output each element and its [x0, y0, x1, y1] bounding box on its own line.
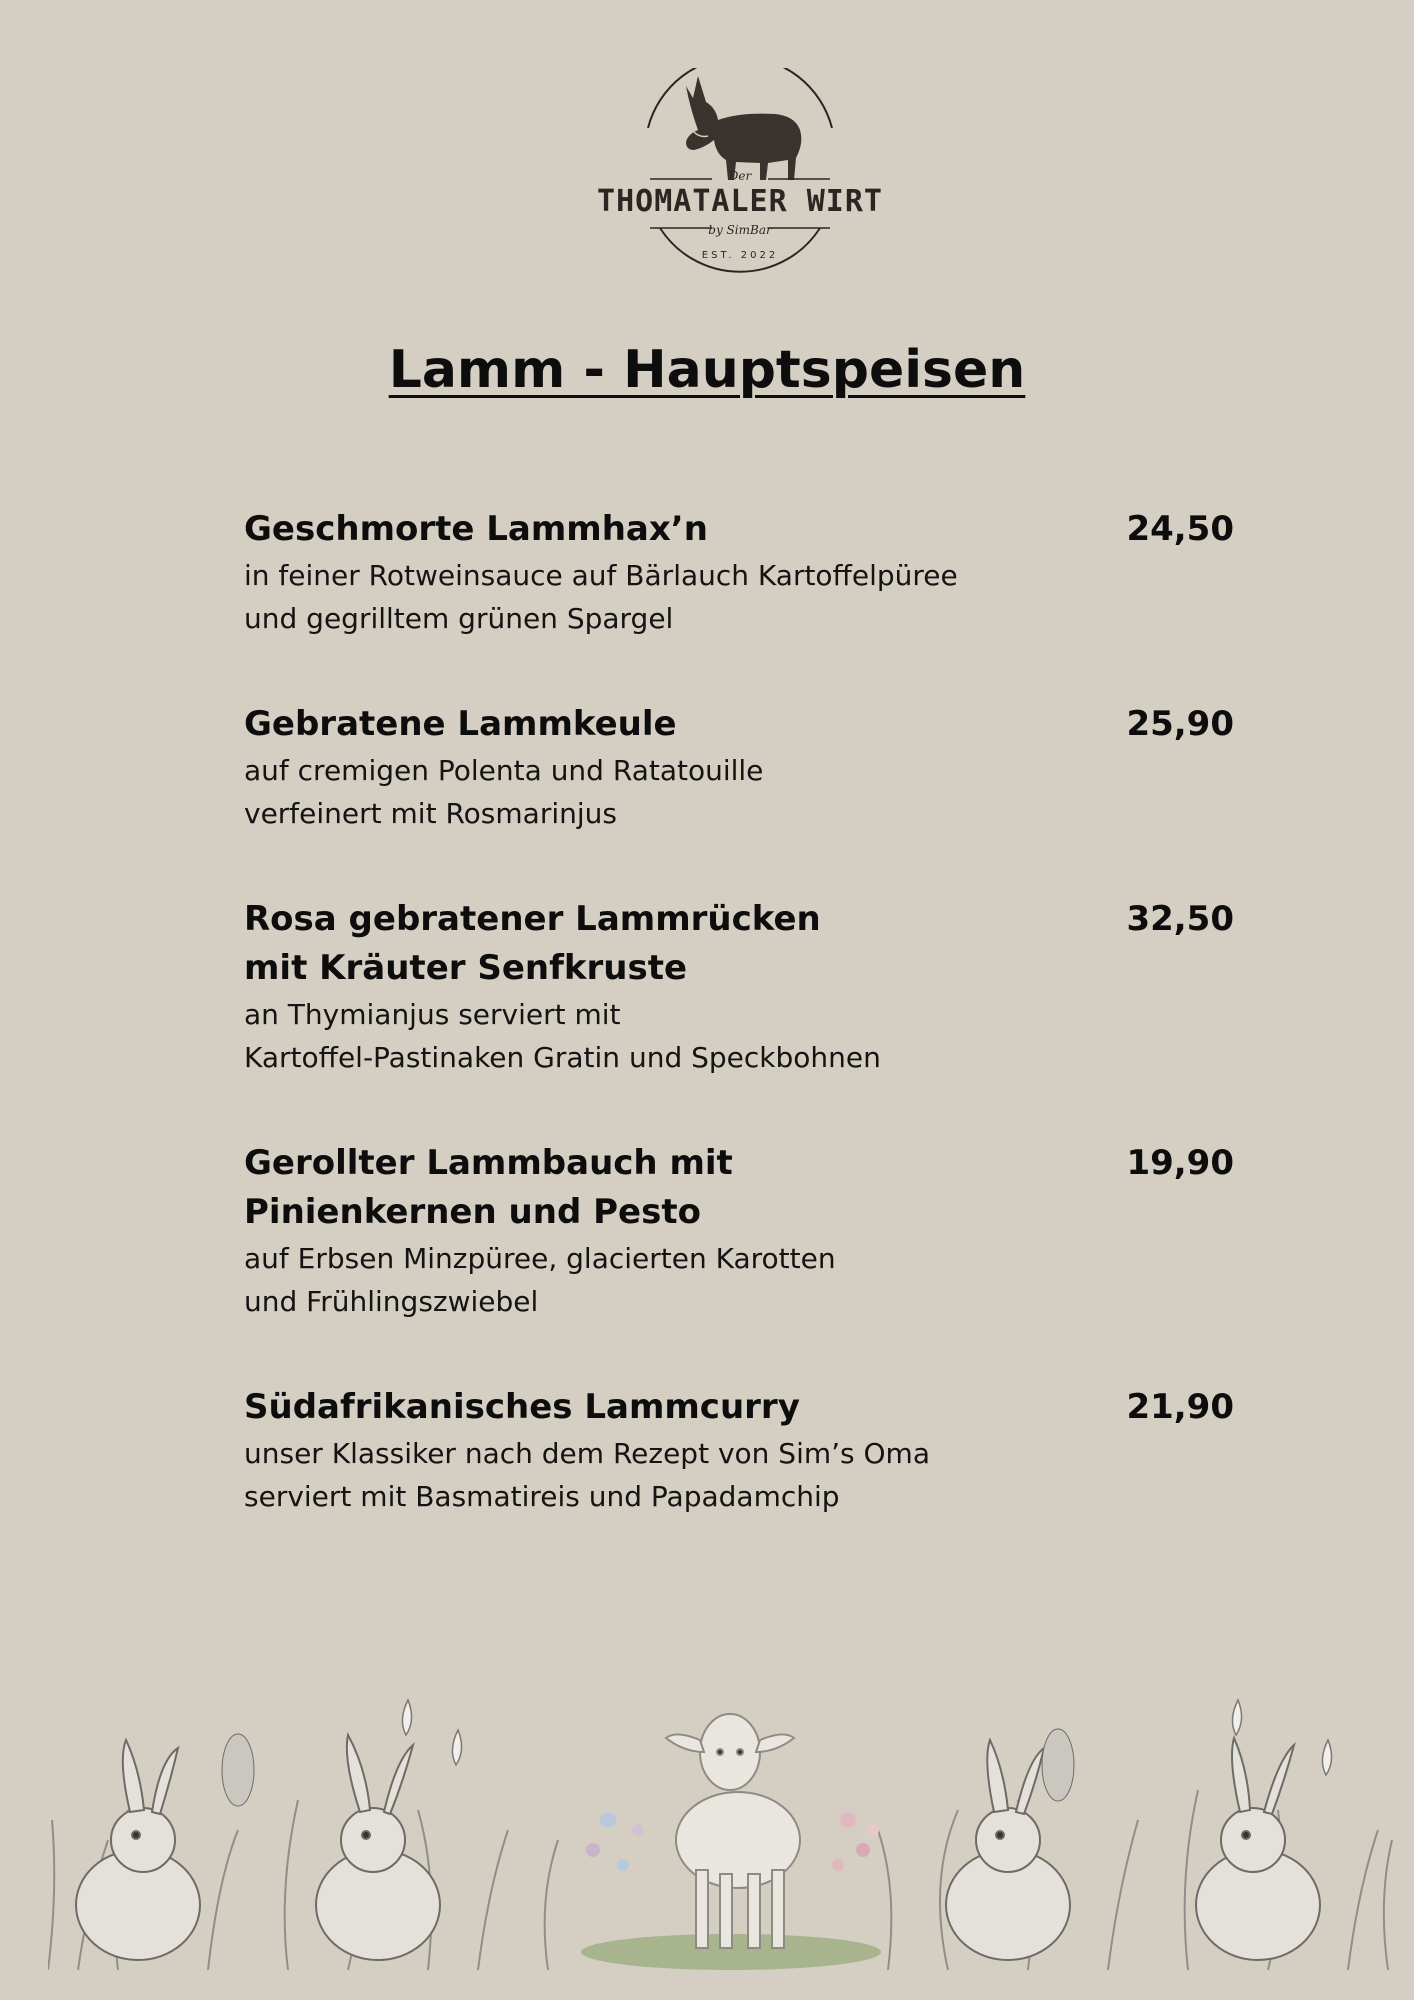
menu-item [244, 505, 1236, 640]
item-description [244, 749, 1144, 835]
item-desc-line: an Thymianjus serviert mit [244, 998, 621, 1031]
menu-item [244, 1139, 1236, 1323]
menu-list [244, 505, 1236, 1578]
item-name [244, 1383, 964, 1432]
item-desc-line: auf Erbsen Minzpüree, glacierten Karotten [244, 1242, 836, 1275]
item-name-line: mit Kräuter Senfkruste [244, 948, 688, 988]
item-description [244, 993, 1144, 1079]
item-price: 21,90 [1126, 1387, 1234, 1427]
restaurant-logo [590, 68, 890, 288]
item-name-line: Rosa gebratener Lammrücken [244, 899, 821, 939]
page-title: Lamm - Hauptspeisen [388, 340, 1026, 400]
item-name [244, 895, 964, 993]
lamb-icon [666, 1714, 800, 1948]
item-price: 32,50 [1126, 899, 1234, 939]
item-price: 24,50 [1126, 509, 1234, 549]
snowdrop-icon [402, 1700, 1331, 1775]
item-description [244, 1237, 1144, 1323]
item-name [244, 1139, 964, 1237]
item-description [244, 1432, 1144, 1518]
item-name-line: Gerollter Lammbauch mit [244, 1143, 733, 1183]
menu-item [244, 1383, 1236, 1518]
item-description [244, 554, 1144, 640]
item-desc-line: in feiner Rotweinsauce auf Bärlauch Kartoffelpüree [244, 559, 958, 592]
logo-der-text: Der [728, 169, 752, 183]
item-name-line: Gebratene Lammkeule [244, 704, 677, 744]
item-name-line: Südafrikanisches Lammcurry [244, 1387, 800, 1427]
item-name [244, 505, 964, 554]
logo-name-text: THOMATALER WIRT [597, 184, 883, 219]
item-desc-line: verfeinert mit Rosmarinjus [244, 797, 617, 830]
menu-item [244, 700, 1236, 835]
easter-footer-illustration [48, 1690, 1394, 1970]
item-desc-line: serviert mit Basmatireis und Papadamchip [244, 1480, 840, 1513]
item-price: 19,90 [1126, 1143, 1234, 1183]
menu-item [244, 895, 1236, 1079]
item-desc-line: auf cremigen Polenta und Ratatouille [244, 754, 764, 787]
logo-est-text: EST. 2022 [701, 250, 779, 261]
item-desc-line: unser Klassiker nach dem Rezept von Sim’s Oma [244, 1437, 930, 1470]
item-price: 25,90 [1126, 704, 1234, 744]
footer-illustration-svg [48, 1690, 1394, 1970]
item-desc-line: und gegrilltem grünen Spargel [244, 602, 674, 635]
item-desc-line: und Frühlingszwiebel [244, 1285, 539, 1318]
logo-by-text: by SimBar [708, 223, 772, 237]
item-name-line: Pinienkernen und Pesto [244, 1192, 701, 1232]
item-name [244, 700, 964, 749]
item-desc-line: Kartoffel-Pastinaken Gratin und Speckbohnen [244, 1041, 881, 1074]
item-name-line: Geschmorte Lammhax’n [244, 509, 708, 549]
